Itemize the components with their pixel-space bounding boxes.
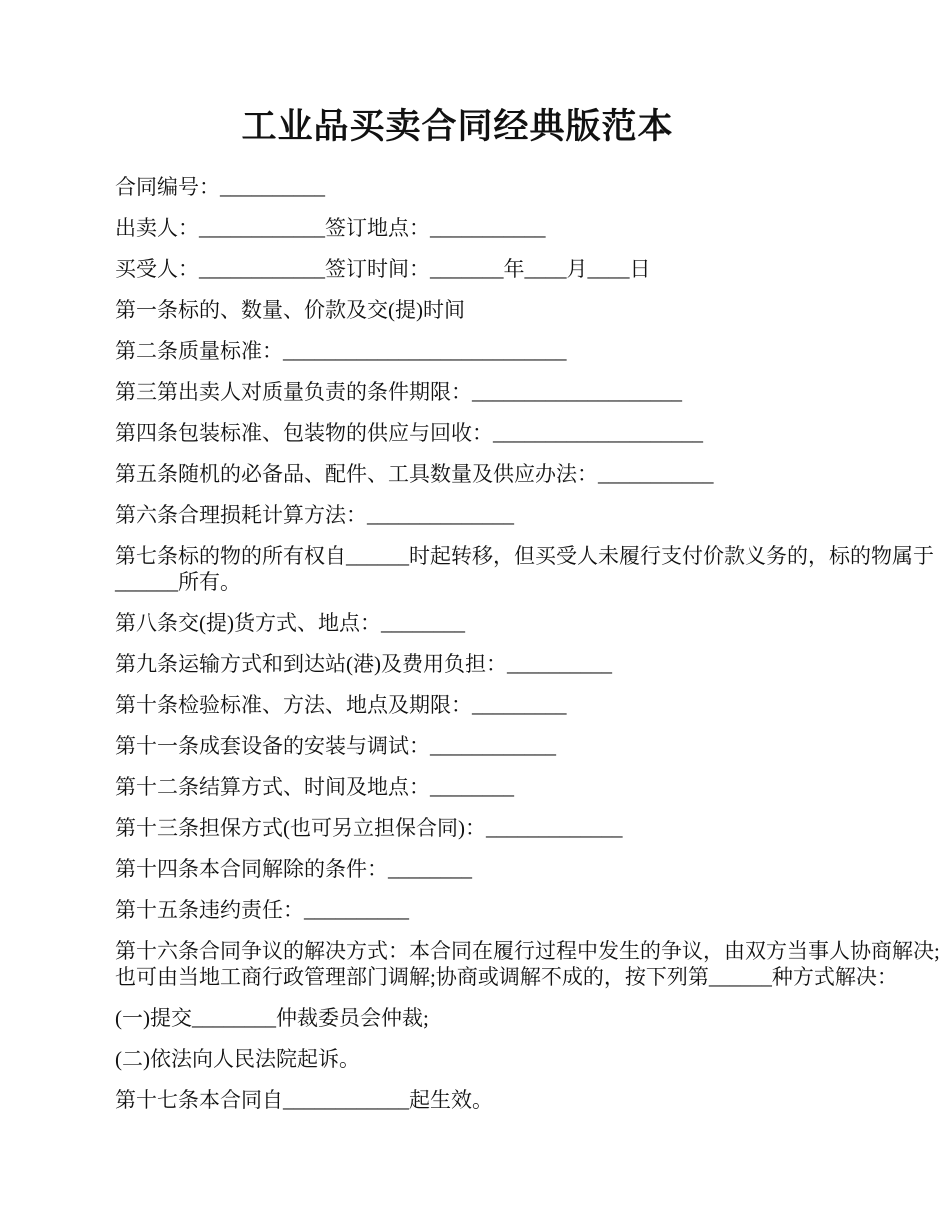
clause-6-line-1: 第六条合理损耗计算方法：______________ xyxy=(115,503,514,527)
clause-1 xyxy=(115,297,930,323)
buyer-and-sign-time-row xyxy=(115,256,930,282)
clause-4-line-1: 第四条包装标准、包装物的供应与回收：____________________ xyxy=(115,421,703,445)
clause-15-line-1: 第十五条违约责任：__________ xyxy=(115,898,409,922)
clause-16-line-1: 第十六条合同争议的解决方式：本合同在履行过程中发生的争议，由双方当事人协商解决; xyxy=(115,939,940,963)
clause-17-line-1: 第十七条本合同自____________起生效。 xyxy=(115,1088,493,1112)
clause-1-line-1: 第一条标的、数量、价款及交(提)时间 xyxy=(115,298,465,322)
clause-3-line-1: 第三第出卖人对质量负责的条件期限：____________________ xyxy=(115,380,682,404)
clause-13 xyxy=(115,815,930,841)
clause-9 xyxy=(115,651,930,677)
clause-16-option-2 xyxy=(115,1046,930,1072)
clause-14-line-1: 第十四条本合同解除的条件：________ xyxy=(115,857,472,881)
seller-and-sign-place-row xyxy=(115,215,930,241)
clause-10-line-1: 第十条检验标准、方法、地点及期限：_________ xyxy=(115,693,567,717)
clause-11-line-1: 第十一条成套设备的安装与调试：____________ xyxy=(115,734,556,758)
clause-3 xyxy=(115,379,930,405)
clause-11 xyxy=(115,733,930,759)
clause-5-line-1: 第五条随机的必备品、配件、工具数量及供应办法：___________ xyxy=(115,462,714,486)
clause-16-line-2: 也可由当地工商行政管理部门调解;协商或调解不成的，按下列第______种方式解决： xyxy=(115,965,898,989)
document-title: 工业品买卖合同经典版范本 xyxy=(241,107,674,146)
clause-16-option-1-line-1: (一)提交________仲裁委员会仲裁; xyxy=(115,1006,429,1030)
clause-4 xyxy=(115,420,930,446)
clause-5 xyxy=(115,461,930,487)
clause-14 xyxy=(115,856,930,882)
clause-8-line-1: 第八条交(提)货方式、地点：________ xyxy=(115,611,465,635)
clause-10 xyxy=(115,692,930,718)
contract-number-text: 合同编号：__________ xyxy=(115,175,325,199)
clause-2-line-1: 第二条质量标准：___________________________ xyxy=(115,339,567,363)
clause-17 xyxy=(115,1087,930,1113)
document-body xyxy=(115,174,940,1113)
clause-16-option-2-line-1: (二)依法向人民法院起诉。 xyxy=(115,1047,360,1071)
contract-number-row xyxy=(115,174,930,200)
clause-7-line-2: ______所有。 xyxy=(115,570,241,594)
clause-16-option-1 xyxy=(115,1005,930,1031)
clause-9-line-1: 第九条运输方式和到达站(港)及费用负担：__________ xyxy=(115,652,612,676)
clause-7-line-1: 第七条标的物的所有权自______时起转移，但买受人未履行支付价款义务的，标的物属于 xyxy=(115,544,934,568)
clause-2 xyxy=(115,338,930,364)
clause-13-line-1: 第十三条担保方式(也可另立担保合同)：_____________ xyxy=(115,816,623,840)
seller-and-sign-place-text: 出卖人：____________签订地点：___________ xyxy=(115,216,546,240)
clause-7 xyxy=(115,543,934,595)
buyer-and-sign-time-text: 买受人：____________签订时间：_______年____月____日 xyxy=(115,257,651,281)
clause-8 xyxy=(115,610,930,636)
clause-12-line-1: 第十二条结算方式、时间及地点：________ xyxy=(115,775,514,799)
clause-16 xyxy=(115,938,940,990)
clause-12 xyxy=(115,774,930,800)
clause-6 xyxy=(115,502,930,528)
clause-15 xyxy=(115,897,930,923)
